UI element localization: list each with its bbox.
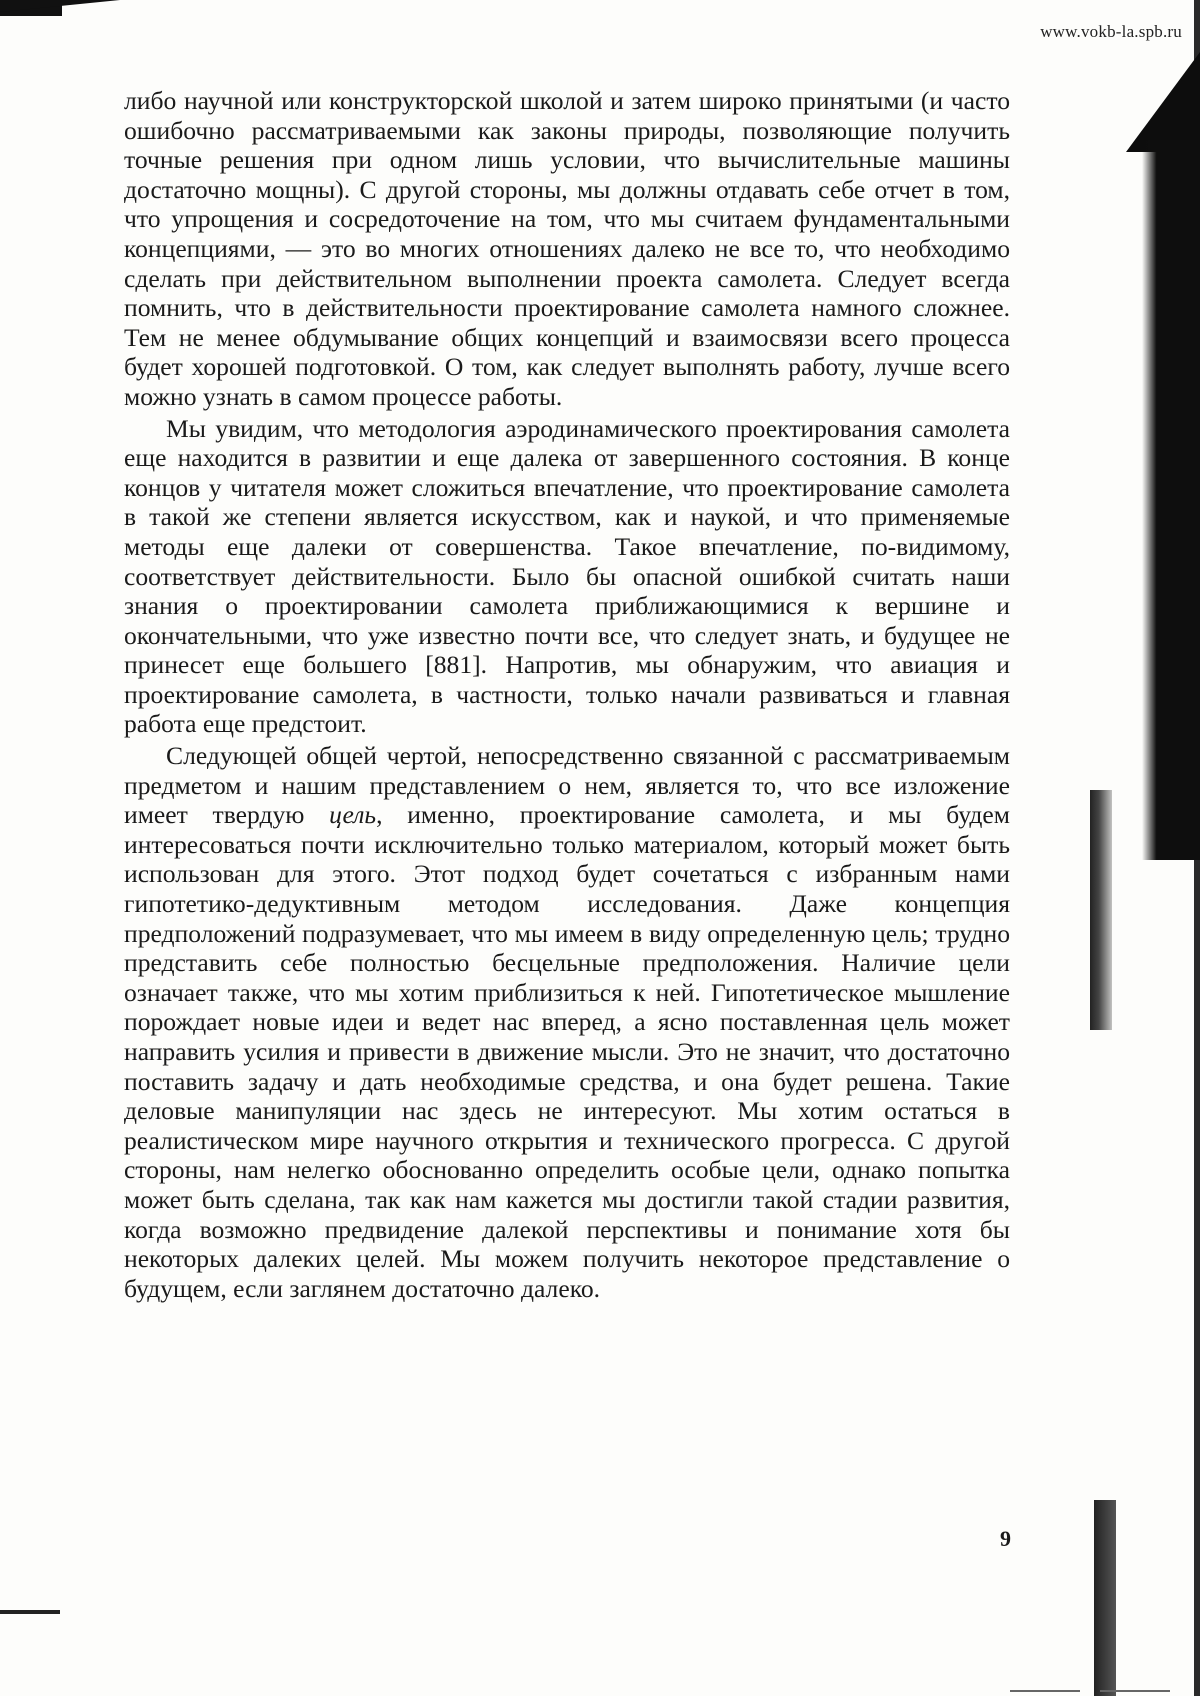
emphasis-word: цель xyxy=(329,800,377,830)
paragraph-1: либо научной или конструкторской школой и затем широко принятыми (и часто ошибочно рассматриваемыми как законы природы, позволяющие получить точные решения при одном лишь условии, что вычислительные машины достаточно мощны). С другой стороны, мы должны отдавать себе отчет в том, что упрощения и сосредоточение на том, что мы считаем фундаментальными концепциями, — это во многих отношениях далеко не все то, что необходимо сделать при действительном выполнении проекта самолета. Следует всегда помнить, что в действительности проектирование самолета намного сложнее. Тем не менее обдумывание общих концепций и взаимосвязи всего процесса будет хорошей подготовкой. О том, как следует выполнять работу, лучше всего можно узнать в самом процессе работы. xyxy=(124,86,1010,411)
scan-artifact-top-left-wedge xyxy=(0,0,120,12)
paragraph-3-part-1: Следующей общей чертой, непосредственно связанной с рассматриваемым предметом и нашим представлением о нем, является то, что все изложение имеет твердую xyxy=(124,741,1010,830)
page-number: 9 xyxy=(1000,1526,1011,1551)
scan-artifact-bottom-line xyxy=(1010,1690,1080,1692)
scan-artifact-right-band xyxy=(1142,140,1200,860)
scan-artifact-bottom-line-2 xyxy=(1100,1690,1170,1692)
paragraph-2: Мы увидим, что методология аэродинамического проектирования самолета еще находится в развитии и еще далека от завершенного состояния. В конце концов у читателя может сложиться впечатление, что проектирование самолета в такой же степени является искусством, как и наукой, и что применяемые методы еще далеки от совершенства. Такое впечатление, по-видимому, соответствует действительности. Было бы опасной ошибкой считать наши знания о проектировании самолета приближающимися к вершине и окончательными, что уже известно почти все, что следует знать, и будущее не принесет еще большего [881]. Напротив, мы обнаружим, что авиация и проектирование самолета, в частности, только начали развиваться и главная работа еще предстоит. xyxy=(124,413,1010,739)
scan-artifact-bottom-left xyxy=(0,1610,60,1614)
site-url: www.vokb-la.spb.ru xyxy=(1040,22,1182,41)
scan-artifact-right-mid xyxy=(1090,790,1112,1030)
scan-artifact-right-top xyxy=(1126,52,1200,152)
paragraph-3 xyxy=(124,741,1010,1303)
body-text xyxy=(124,86,1010,1303)
scan-artifact-right-bottom xyxy=(1094,1500,1116,1696)
paragraph-3-part-2: , именно, проектирование самолета, и мы будем интересоваться почти исключительно только материалом, который может быть использован для этого. Этот подход будет сочетаться с избранным нами гипотетико-дедуктивным методом исследования. Даже концепция предположений подразумевает, что мы имеем в виду определенную цель; трудно представить себе полностью бесцельные предположения. Наличие цели означает также, что мы хотим приблизиться к ней. Гипотетическое мышление порождает новые идеи и ведет нас вперед, а ясно поставленная цель может направить усилия и привести в движение мысли. Это не значит, что достаточно поставить задачу и дать необходимые средства, и она будет решена. Такие деловые манипуляции нас здесь не интересуют. Мы хотим остаться в реалистическом мире научного открытия и технического прогресса. С другой стороны, нам нелегко обоснованно определить особые цели, однако попытка может быть сделана, так как нам кажется мы достигли такой стадии развития, когда возможно предвидение далекой перспективы и понимание хотя бы некоторых далеких целей. Мы можем получить некоторое представление о будущем, если заглянем достаточно далеко. xyxy=(124,800,1010,1303)
